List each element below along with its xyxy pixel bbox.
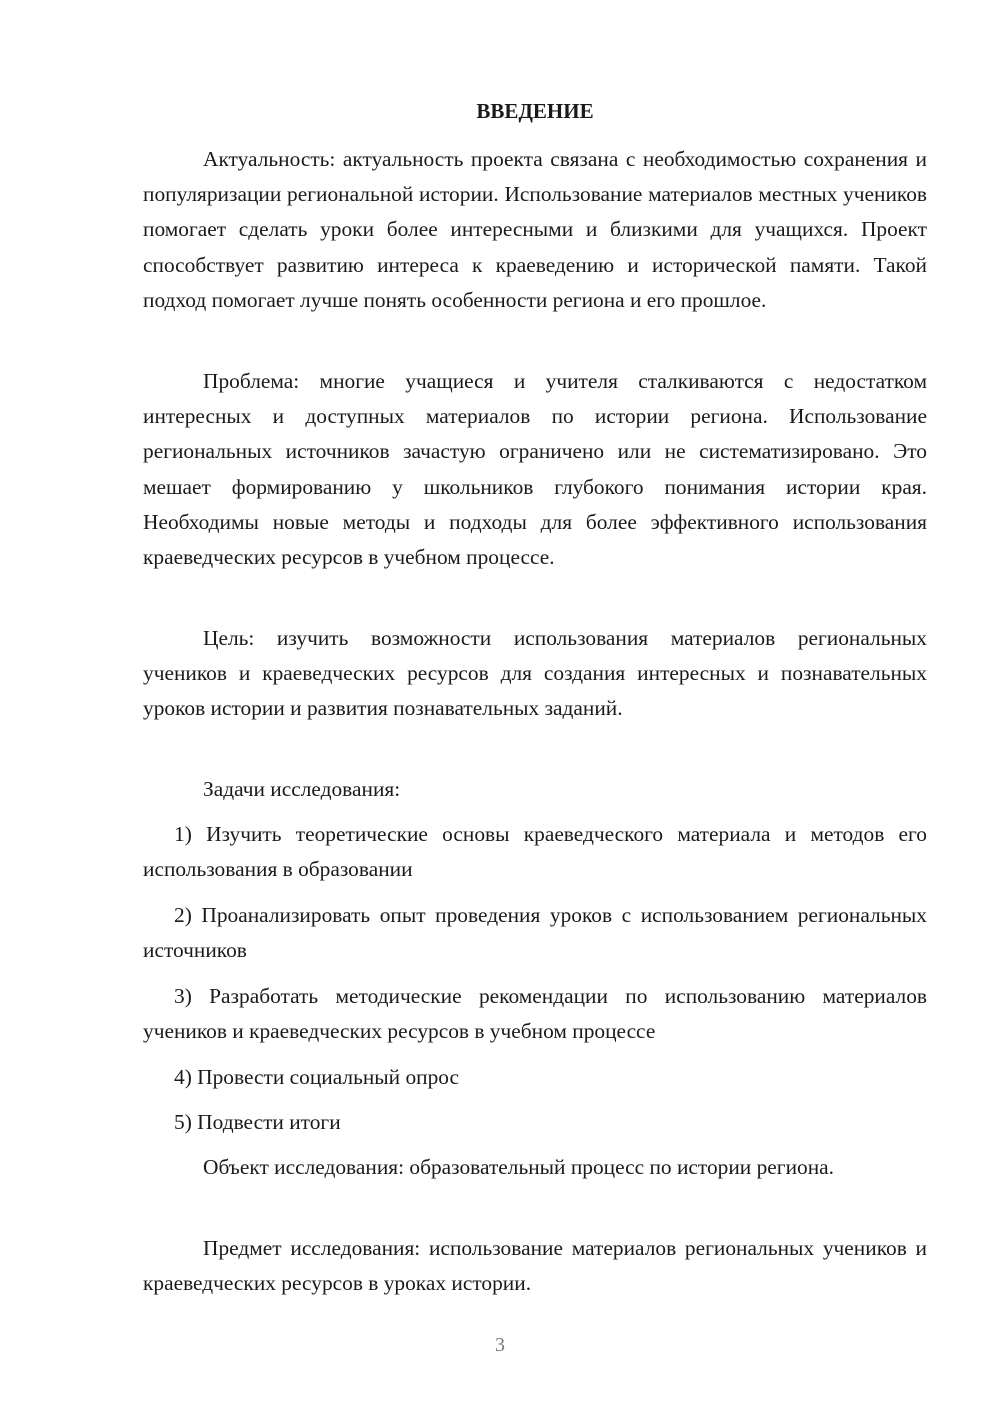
task-item-1: 1) Изучить теоретические основы краеведческого материала и методов его использования в образовании <box>143 822 927 882</box>
paragraph-problem: Проблема: многие учащиеся и учителя сталкиваются с недостатком интересных и доступных материалов по истории региона. Использование региональных источников зачастую ограничено или не систематизировано. Это мешает формированию у школьников глубокого понимания истории края. Необходимы новые методы и подходы для более эффективного использования краеведческих ресурсов в учебном процессе. <box>143 369 927 570</box>
page-number: 3 <box>495 1334 505 1356</box>
task-item-3: 3) Разработать методические рекомендации по использованию материалов учеников и краеведческих ресурсов в учебном процессе <box>143 984 927 1044</box>
paragraph-object: Объект исследования: образовательный процесс по истории региона. <box>203 1155 835 1179</box>
paragraph-subject: Предмет исследования: использование материалов региональных учеников и краеведческих ресурсов в уроках истории. <box>143 1236 927 1296</box>
tasks-heading: Задачи исследования: <box>203 777 401 801</box>
paragraph-relevance: Актуальность: актуальность проекта связана с необходимостью сохранения и популяризации региональной истории. Использование материалов местных учеников помогает сделать уроки более интересными и близкими для учащихся. Проект способствует развитию интереса к краеведению и исторической памяти. Такой подход помогает лучше понять особенности региона и его прошлое. <box>143 147 927 312</box>
task-item-2: 2) Проанализировать опыт проведения уроков с использованием региональных источников <box>143 903 927 963</box>
task-item-5: 5) Подвести итоги <box>174 1110 341 1134</box>
page-title: ВВЕДЕНИЕ <box>476 99 594 123</box>
paragraph-goal: Цель: изучить возможности использования материалов региональных учеников и краеведческих ресурсов для создания интересных и познавательных уроков истории и развития познавательных заданий. <box>143 626 927 721</box>
task-item-4: 4) Провести социальный опрос <box>174 1065 460 1089</box>
